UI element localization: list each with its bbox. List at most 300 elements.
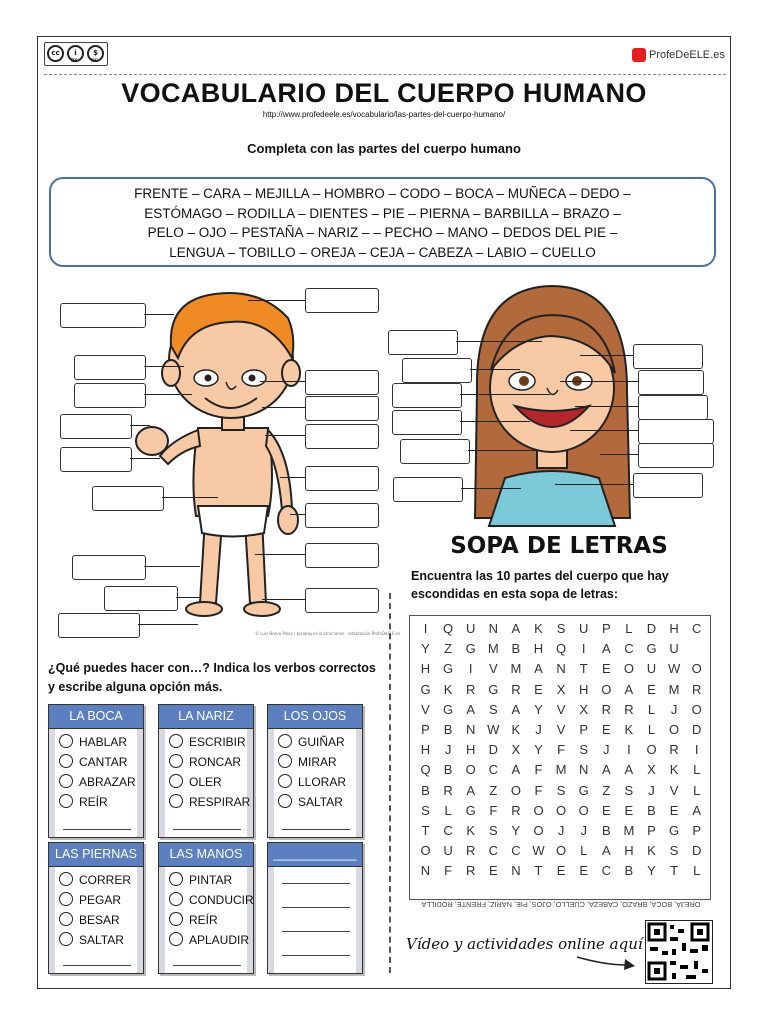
pointer-line [144, 314, 174, 315]
grid-letter[interactable]: S [421, 802, 430, 818]
verb-option[interactable]: CONDUCIR [169, 893, 254, 908]
grid-letter[interactable]: O [533, 823, 544, 838]
verb-box-title: LAS MANOS [159, 843, 253, 867]
verb-option[interactable]: MIRAR [278, 755, 337, 770]
cc-license-icon [44, 42, 108, 66]
grid-letter[interactable]: X [579, 701, 589, 717]
grid-letter[interactable]: L [693, 863, 701, 879]
grid-letter[interactable]: A [692, 802, 702, 818]
label-box[interactable] [638, 443, 714, 468]
grid-letter[interactable]: A [466, 701, 476, 717]
illustration-credit: © Luis Bravo Palos / pixabay.es ilustraciones · adaptación ProfeDeELE.es [255, 631, 401, 636]
grid-letter[interactable]: G [465, 802, 476, 818]
word-bank-line: ESTÓMAGO – RODILLA – DIENTES – PIE – PIERNA – BARBILLA – BRAZO – [144, 205, 621, 221]
write-in-line[interactable] [282, 931, 350, 932]
label-box[interactable] [305, 396, 379, 421]
label-box[interactable] [305, 503, 379, 528]
grid-letter[interactable]: G [443, 661, 454, 677]
pointer-line [248, 300, 305, 301]
grid-letter[interactable]: A [624, 681, 634, 697]
label-box[interactable] [305, 466, 379, 491]
grid-letter[interactable]: D [646, 621, 657, 636]
grid-letter[interactable]: P [647, 823, 656, 838]
verb-option[interactable]: CANTAR [59, 755, 127, 770]
grid-letter[interactable]: C [443, 823, 453, 838]
grid-letter[interactable]: H [578, 681, 589, 697]
verb-box-ojos [267, 704, 363, 838]
grid-letter[interactable]: C [601, 863, 611, 879]
grid-letter[interactable]: S [556, 621, 566, 636]
write-in-line[interactable] [282, 829, 350, 830]
grid-letter[interactable]: K [443, 681, 453, 697]
verb-option[interactable]: BESAR [59, 913, 120, 928]
radio-icon[interactable] [169, 932, 183, 946]
radio-icon[interactable] [59, 774, 73, 788]
grid-letter[interactable]: K [534, 621, 543, 636]
grid-letter[interactable]: B [511, 641, 521, 657]
label-box[interactable] [638, 419, 714, 444]
grid-letter[interactable]: R [443, 782, 453, 798]
verb-option[interactable]: ABRAZAR [59, 775, 136, 790]
grid-letter[interactable]: H [420, 742, 431, 758]
grid-letter[interactable]: R [669, 742, 679, 758]
header-divider [44, 74, 726, 75]
grid-letter[interactable]: O [465, 762, 476, 778]
verb-box-title: LAS PIERNAS [49, 843, 143, 867]
grid-letter[interactable]: M [555, 762, 567, 778]
radio-icon[interactable] [169, 794, 183, 808]
grid-letter[interactable]: C [511, 843, 521, 859]
write-in-line[interactable] [173, 965, 241, 966]
radio-icon[interactable] [59, 932, 73, 946]
grid-letter[interactable]: T [670, 863, 679, 879]
pointer-line [580, 355, 633, 356]
grid-letter[interactable]: U [443, 843, 453, 859]
grid-letter[interactable]: Q [443, 621, 454, 636]
verb-option[interactable]: REÍR [169, 913, 218, 928]
grid-letter[interactable]: B [624, 863, 634, 879]
radio-icon[interactable] [169, 774, 183, 788]
grid-letter[interactable]: R [601, 701, 611, 717]
grid-letter[interactable]: R [511, 802, 521, 818]
pointer-line [600, 454, 638, 455]
label-box[interactable] [305, 424, 379, 449]
grid-letter[interactable]: Z [489, 782, 498, 798]
grid-letter[interactable]: O [601, 681, 612, 697]
label-box[interactable] [305, 588, 379, 613]
pointer-line [138, 624, 198, 625]
pointer-line [144, 566, 200, 567]
grid-letter[interactable]: H [533, 641, 544, 657]
write-in-line[interactable] [282, 955, 350, 956]
pointer-line [130, 458, 160, 459]
grid-letter[interactable]: O [510, 782, 521, 798]
pointer-line [162, 497, 218, 498]
verb-option[interactable]: ESCRIBIR [169, 735, 246, 750]
grid-letter[interactable]: V [669, 782, 679, 798]
radio-icon[interactable] [59, 754, 73, 768]
grid-letter[interactable]: Z [602, 782, 611, 798]
verb-option[interactable]: SALTAR [59, 933, 124, 948]
grid-letter[interactable]: A [601, 762, 611, 778]
grid-letter[interactable]: D [691, 843, 702, 859]
pointer-line [555, 484, 633, 485]
verb-option[interactable]: SALTAR [278, 795, 343, 810]
grid-letter[interactable]: P [421, 722, 430, 737]
grid-letter[interactable]: M [487, 641, 499, 657]
grid-letter[interactable]: V [556, 701, 566, 717]
label-box[interactable] [392, 383, 462, 408]
label-box[interactable] [92, 486, 164, 511]
label-box[interactable] [74, 383, 146, 408]
label-box[interactable] [60, 447, 132, 472]
write-in-line[interactable] [173, 829, 241, 830]
verb-option[interactable]: OLER [169, 775, 222, 790]
pointer-line [560, 381, 638, 382]
verb-option[interactable]: CORRER [59, 873, 131, 888]
grid-letter[interactable]: S [579, 742, 589, 758]
grid-letter[interactable]: A [511, 621, 521, 636]
write-in-line[interactable] [282, 907, 350, 908]
grid-letter[interactable]: R [465, 863, 476, 879]
grid-letter[interactable]: V [556, 722, 566, 737]
grid-letter[interactable]: A [624, 762, 634, 778]
label-box[interactable] [638, 370, 704, 395]
license-by-label: BY [71, 58, 78, 64]
section-divider [389, 593, 391, 973]
radio-icon[interactable] [169, 734, 183, 748]
word-bank-line: PELO – OJO – PESTAÑA – NARIZ – – PECHO – MANO – DEDOS DEL PIE – [147, 225, 618, 240]
grid-letter[interactable]: Y [421, 641, 430, 657]
grid-letter[interactable]: H [624, 843, 634, 859]
grid-letter[interactable]: S [669, 843, 679, 859]
verb-option[interactable]: GUIÑAR [278, 735, 345, 750]
qr-code-icon[interactable] [645, 920, 713, 984]
grid-letter[interactable]: R [624, 701, 634, 717]
write-in-line[interactable] [63, 965, 131, 966]
label-box[interactable] [402, 358, 472, 383]
verb-box-boca [48, 704, 144, 838]
verbs-question: ¿Qué puedes hacer con…? Indica los verbos correctos y escribe alguna opción más. [48, 661, 376, 694]
grid-letter[interactable]: E [488, 863, 498, 879]
grid-letter[interactable]: F [534, 762, 543, 778]
pointer-line [130, 425, 150, 426]
grid-letter[interactable]: G [420, 681, 431, 697]
grid-letter[interactable]: B [601, 823, 611, 838]
grid-letter[interactable]: T [534, 863, 543, 879]
label-box[interactable] [388, 330, 458, 355]
grid-letter[interactable]: S [488, 823, 498, 838]
grid-letter[interactable]: E [534, 681, 543, 697]
label-box[interactable] [393, 477, 463, 502]
pointer-line [570, 430, 638, 431]
label-box[interactable] [400, 439, 470, 464]
pointer-line [575, 406, 638, 407]
word-bank [49, 177, 716, 267]
grid-letter[interactable]: O [691, 701, 702, 717]
grid-letter[interactable]: N [420, 863, 431, 879]
grid-letter[interactable]: F [444, 863, 453, 879]
grid-letter[interactable]: O [669, 722, 680, 737]
grid-letter[interactable]: J [535, 722, 542, 737]
grid-letter[interactable]: E [647, 681, 656, 697]
grid-letter[interactable]: S [556, 782, 566, 798]
grid-letter[interactable]: K [624, 722, 634, 737]
label-box[interactable] [633, 473, 703, 498]
grid-letter[interactable]: C [488, 843, 498, 859]
grid-letter[interactable]: J [648, 782, 655, 798]
radio-icon[interactable] [169, 912, 183, 926]
radio-icon[interactable] [59, 734, 73, 748]
grid-letter[interactable]: O [691, 661, 702, 677]
word-bank-line: FRENTE – CARA – MEJILLA – HOMBRO – CODO – BOCA – MUÑECA – DEDO – [134, 186, 631, 201]
grid-letter[interactable]: O [420, 843, 431, 859]
grid-letter[interactable]: S [624, 782, 634, 798]
grid-letter[interactable]: J [603, 742, 610, 758]
grid-letter[interactable]: P [579, 722, 589, 737]
radio-icon[interactable] [278, 774, 292, 788]
verb-option[interactable]: RESPIRAR [169, 795, 250, 810]
grid-letter[interactable]: E [601, 802, 611, 818]
grid-letter[interactable]: Y [534, 742, 543, 758]
grid-letter[interactable]: O [646, 742, 657, 758]
grid-letter[interactable]: A [511, 762, 521, 778]
verb-option[interactable]: PEGAR [59, 893, 121, 908]
arrow-right-icon [575, 953, 637, 973]
verb-option[interactable]: PINTAR [169, 873, 232, 888]
grid-letter[interactable]: R [691, 681, 702, 697]
pointer-line [461, 488, 521, 489]
grid-letter[interactable]: H [420, 661, 431, 677]
grid-letter[interactable]: E [669, 802, 679, 818]
grid-letter[interactable]: T [421, 823, 430, 838]
grid-letter[interactable]: Y [534, 701, 543, 717]
verb-box-title: LA NARIZ [159, 705, 253, 729]
label-box[interactable] [74, 355, 146, 380]
radio-icon[interactable] [169, 892, 183, 906]
grid-letter[interactable]: B [647, 802, 656, 818]
grid-letter[interactable]: G [465, 641, 476, 657]
label-box[interactable] [72, 555, 146, 580]
label-box[interactable] [305, 288, 379, 313]
grid-letter[interactable]: I [694, 742, 699, 758]
grid-letter[interactable]: U [646, 661, 657, 677]
cc-icon: cc [47, 45, 64, 62]
verb-box-title: LA BOCA [49, 705, 143, 729]
grid-letter[interactable]: C [488, 762, 498, 778]
grid-letter[interactable]: I [468, 661, 473, 677]
grid-letter[interactable]: O [533, 802, 544, 818]
radio-icon[interactable] [278, 794, 292, 808]
word-search-title: SOPA DE LETRAS [450, 533, 668, 559]
grid-letter[interactable]: G [646, 641, 657, 657]
grid-letter[interactable]: Z [444, 641, 453, 657]
label-box[interactable] [60, 414, 132, 439]
grid-letter[interactable]: H [669, 621, 679, 636]
grid-letter[interactable]: D [691, 722, 702, 737]
pointer-line [144, 366, 184, 367]
grid-letter[interactable]: W [667, 661, 681, 677]
radio-icon[interactable] [59, 872, 73, 886]
word-bank-line: LENGUA – TOBILLO – OREJA – CEJA – CABEZA – LABIO – CUELLO [169, 244, 596, 260]
grid-letter[interactable]: B [443, 762, 453, 778]
verb-option[interactable]: RONCAR [169, 755, 241, 770]
grid-letter[interactable]: O [578, 802, 589, 818]
nc-icon: $ [87, 45, 104, 62]
verb-option[interactable]: APLAUDIR [169, 933, 249, 948]
grid-letter[interactable]: L [580, 843, 588, 859]
label-box[interactable] [305, 543, 379, 568]
brand-icon [632, 48, 646, 62]
brand-logo[interactable] [632, 48, 725, 62]
grid-letter[interactable]: B [421, 782, 430, 798]
grid-letter[interactable]: J [580, 823, 587, 838]
label-box[interactable] [305, 370, 379, 395]
grid-letter[interactable]: M [668, 681, 680, 697]
grid-letter[interactable]: R [511, 681, 521, 697]
grid-letter[interactable]: N [578, 762, 589, 778]
label-box[interactable] [638, 395, 708, 420]
grid-letter[interactable]: X [511, 742, 521, 758]
grid-letter[interactable]: Q [420, 762, 431, 778]
label-box[interactable] [633, 344, 703, 369]
verb-option[interactable]: HABLAR [59, 735, 127, 750]
source-url[interactable]: http://www.profedeele.es/vocabulario/las-partes-del-cuerpo-humano/ [262, 110, 506, 119]
grid-letter[interactable]: Q [556, 641, 567, 657]
grid-letter[interactable]: E [601, 661, 611, 677]
grid-letter[interactable]: A [601, 641, 611, 657]
brand-name: ProfeDeELE.es [649, 48, 725, 61]
grid-letter[interactable]: A [534, 661, 543, 677]
grid-letter[interactable]: R [465, 843, 476, 859]
pointer-line [290, 514, 305, 515]
grid-letter[interactable]: U [669, 641, 679, 657]
grid-letter[interactable]: L [693, 782, 701, 798]
grid-letter[interactable]: F [489, 802, 498, 818]
online-activities-link[interactable]: Vídeo y actividades online aquí [406, 935, 643, 953]
grid-letter[interactable]: X [556, 681, 566, 697]
write-in-line[interactable] [63, 829, 131, 830]
radio-icon[interactable] [59, 794, 73, 808]
grid-letter[interactable]: J [557, 823, 565, 838]
grid-letter[interactable]: V [488, 661, 498, 677]
grid-letter[interactable]: K [511, 722, 521, 737]
pointer-line [262, 599, 305, 600]
grid-letter[interactable]: O [556, 843, 567, 859]
verb-box-piernas [48, 842, 144, 974]
grid-letter[interactable]: U [578, 621, 589, 636]
grid-letter[interactable]: W [487, 722, 500, 737]
grid-letter[interactable]: L [647, 722, 656, 737]
grid-letter[interactable]: E [601, 722, 611, 737]
grid-letter[interactable]: J [444, 742, 452, 758]
radio-icon[interactable] [59, 912, 73, 926]
grid-letter[interactable]: I [423, 621, 428, 636]
grid-letter[interactable]: C [624, 641, 634, 657]
word-search-grid[interactable] [409, 615, 711, 900]
write-in-line[interactable] [282, 883, 350, 884]
grid-letter[interactable]: K [647, 843, 656, 859]
grid-letter[interactable]: U [465, 621, 476, 636]
radio-icon[interactable] [169, 872, 183, 886]
grid-letter[interactable]: E [624, 802, 634, 818]
grid-letter[interactable]: X [647, 762, 656, 778]
label-box[interactable] [392, 410, 462, 435]
grid-letter[interactable]: E [579, 863, 589, 879]
grid-letter[interactable]: D [488, 742, 498, 758]
grid-letter[interactable]: L [647, 701, 656, 717]
grid-letter[interactable]: I [627, 742, 631, 758]
grid-letter[interactable]: C [691, 621, 702, 636]
grid-letter[interactable]: L [444, 802, 452, 818]
grid-letter[interactable]: A [466, 782, 476, 798]
label-box[interactable] [60, 303, 146, 328]
grid-letter[interactable]: F [534, 782, 543, 798]
grid-letter[interactable]: E [556, 863, 566, 879]
grid-letter[interactable]: P [601, 621, 611, 636]
grid-letter[interactable]: Y [511, 823, 521, 838]
grid-letter[interactable]: S [488, 701, 498, 717]
grid-letter[interactable]: B [443, 722, 453, 737]
grid-letter[interactable]: V [421, 701, 430, 717]
pointer-line [262, 407, 305, 408]
page-title: VOCABULARIO DEL CUERPO HUMANO [121, 78, 647, 108]
grid-letter[interactable]: W [532, 843, 545, 859]
grid-letter[interactable]: P [692, 823, 702, 838]
grid-letter[interactable]: K [466, 823, 476, 838]
grid-letter[interactable]: L [693, 762, 701, 778]
pointer-line [265, 435, 305, 436]
grid-letter[interactable]: A [601, 843, 611, 859]
radio-icon[interactable] [169, 754, 183, 768]
grid-letter[interactable]: M [510, 661, 522, 677]
grid-letter[interactable]: J [670, 701, 678, 717]
grid-letter[interactable]: L [625, 621, 633, 636]
label-box[interactable] [104, 586, 178, 611]
grid-letter[interactable]: R [465, 681, 476, 697]
grid-letter[interactable]: G [443, 701, 454, 717]
grid-letter[interactable]: G [578, 782, 589, 798]
grid-letter[interactable]: G [669, 823, 680, 838]
grid-letter[interactable]: M [623, 823, 635, 838]
pointer-line [255, 554, 305, 555]
verb-box-title[interactable]: ____________ [268, 843, 362, 867]
radio-icon[interactable] [278, 754, 292, 768]
verb-option[interactable]: REÍR [59, 795, 108, 810]
grid-letter[interactable]: O [623, 661, 634, 677]
verb-option[interactable]: LLORAR [278, 775, 346, 790]
grid-letter[interactable]: O [556, 802, 567, 818]
radio-icon[interactable] [59, 892, 73, 906]
grid-letter[interactable]: N [556, 661, 566, 677]
grid-letter[interactable]: K [669, 762, 679, 778]
grid-letter[interactable]: N [488, 621, 498, 636]
grid-letter[interactable]: F [557, 742, 566, 758]
radio-icon[interactable] [278, 734, 292, 748]
grid-letter[interactable]: Y [647, 863, 656, 879]
grid-letter[interactable]: T [579, 661, 588, 677]
verb-box-nariz [158, 704, 254, 838]
grid-letter[interactable]: H [465, 742, 476, 758]
label-box[interactable] [58, 613, 140, 638]
grid-letter[interactable]: N [465, 722, 476, 737]
instruction: Completa con las partes del cuerpo humano [247, 141, 521, 156]
grid-letter[interactable]: N [511, 863, 521, 879]
grid-letter[interactable]: A [511, 701, 521, 717]
grid-letter[interactable]: I [581, 641, 586, 657]
grid-letter[interactable]: G [488, 681, 499, 697]
word-search-answers: OREJA, BOCA, BRAZO, CABEZA, CUELLO, OJOS, PIE, NARIZ, FRENTE, RODILLA [421, 900, 701, 909]
